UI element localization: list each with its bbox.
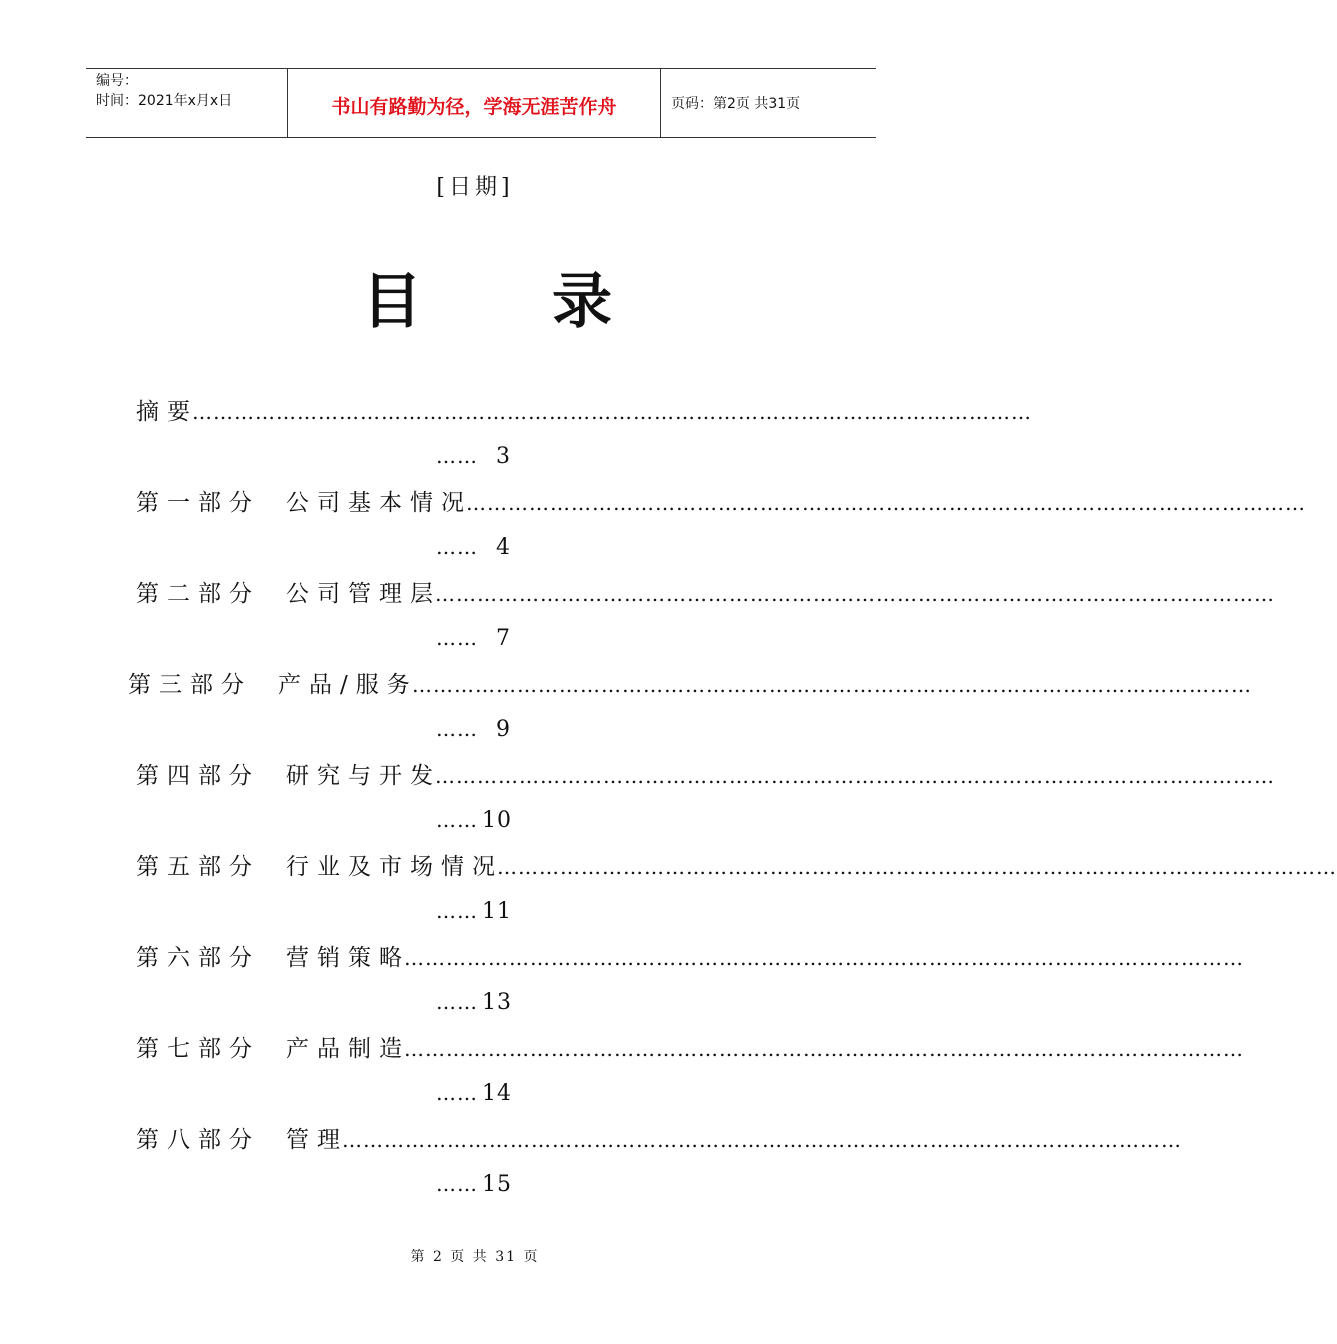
toc-entry-part: 第四部分 bbox=[136, 763, 260, 789]
page-header bbox=[86, 68, 876, 138]
toc-entry-continuation bbox=[436, 987, 512, 1018]
toc-entry-continuation bbox=[436, 896, 512, 927]
toc-entry-page-number: 4 bbox=[496, 535, 511, 560]
document-time-label: 时间：2021年x月x日 bbox=[96, 93, 233, 109]
toc-entry-continuation bbox=[436, 714, 511, 745]
toc-entry-label bbox=[136, 852, 503, 882]
toc-entry-page-number: 9 bbox=[496, 717, 511, 742]
date-placeholder: [日期] bbox=[436, 175, 514, 200]
toc-entry-title: 公司管理层 bbox=[286, 581, 441, 607]
toc-entry-title: 公司基本情况 bbox=[286, 490, 472, 516]
toc-entry-part: 第七部分 bbox=[136, 1036, 260, 1062]
toc-title-char: 录 bbox=[552, 267, 612, 337]
toc-entry-leader: ………………………………………………………………………………………………………… bbox=[404, 946, 1244, 970]
toc-entry-page-number: 7 bbox=[496, 626, 511, 651]
toc-entry-leader: ………………………………………………………………………………………………………… bbox=[412, 673, 1252, 697]
toc-entry[interactable] bbox=[0, 1034, 1244, 1114]
toc-entry-title: 产品制造 bbox=[286, 1036, 410, 1062]
toc-entry-part: 第三部分 bbox=[128, 672, 252, 698]
header-motto: 书山有路勤为径，学海无涯苦作舟 bbox=[288, 69, 661, 137]
toc-entry-continuation bbox=[436, 441, 511, 472]
toc-title-char: 目 bbox=[362, 267, 422, 337]
toc-entry-continuation bbox=[436, 1169, 512, 1200]
toc-entry-page-number: 11 bbox=[482, 899, 512, 924]
toc-entry[interactable] bbox=[0, 852, 1337, 932]
header-meta bbox=[86, 69, 288, 137]
toc-entry-title: 研究与开发 bbox=[286, 763, 441, 789]
toc-entry-leader-cont: …… bbox=[436, 444, 478, 468]
toc-entry-continuation bbox=[436, 1078, 512, 1109]
toc-title bbox=[362, 254, 612, 340]
toc-entry-part: 第八部分 bbox=[136, 1127, 260, 1153]
toc-entry-part: 第六部分 bbox=[136, 945, 260, 971]
toc-entry-page-number: 10 bbox=[482, 808, 512, 833]
toc-entry-part: 第一部分 bbox=[136, 490, 260, 516]
toc-entry-leader: ………………………………………………………………………………………………………… bbox=[192, 400, 1032, 424]
toc-entry-leader: ………………………………………………………………………………………………………… bbox=[435, 764, 1275, 788]
toc-entry-page-number: 14 bbox=[482, 1081, 512, 1106]
toc-entry-leader: ………………………………………………………………………………………………………… bbox=[342, 1128, 1182, 1152]
toc-entry-leader: ………………………………………………………………………………………………………… bbox=[497, 855, 1337, 879]
toc-entry-label bbox=[136, 1125, 348, 1155]
toc-entry[interactable] bbox=[0, 579, 1275, 659]
toc-entry-leader-cont: …… bbox=[436, 1081, 478, 1105]
toc-entry-leader: ………………………………………………………………………………………………………… bbox=[435, 582, 1275, 606]
page-footer: 第 2 页 共 31 页 bbox=[410, 1249, 540, 1265]
toc-entry-continuation bbox=[436, 805, 512, 836]
toc-entry[interactable] bbox=[0, 943, 1244, 1023]
toc-entry-leader-cont: …… bbox=[436, 808, 478, 832]
toc-entry-leader-cont: …… bbox=[436, 535, 478, 559]
toc-entry-continuation bbox=[436, 623, 511, 654]
toc-entry-label bbox=[136, 579, 441, 609]
toc-entry-label bbox=[136, 397, 198, 427]
toc-entry-label bbox=[128, 670, 418, 700]
toc-entry-label bbox=[136, 761, 441, 791]
toc-entry[interactable] bbox=[0, 670, 1252, 750]
toc-entry-title: 管理 bbox=[286, 1127, 348, 1153]
toc-entry[interactable] bbox=[0, 1125, 1182, 1205]
toc-entry[interactable] bbox=[0, 488, 1306, 568]
toc-entry-leader-cont: …… bbox=[436, 990, 478, 1014]
toc-entry-part: 摘要 bbox=[136, 399, 198, 425]
toc-entry-title: 产品/服务 bbox=[278, 672, 418, 698]
header-page-info: 页码：第2页 共31页 bbox=[671, 96, 801, 112]
toc-entry-page-number: 3 bbox=[496, 444, 511, 469]
toc-entry-leader: ………………………………………………………………………………………………………… bbox=[466, 491, 1306, 515]
toc-entry-label bbox=[136, 1034, 410, 1064]
toc-entry-title: 营销策略 bbox=[286, 945, 410, 971]
toc-entry-leader-cont: …… bbox=[436, 626, 478, 650]
toc-entry-title: 行业及市场情况 bbox=[286, 854, 503, 880]
toc-entry-continuation bbox=[436, 532, 511, 563]
toc-entry-part: 第二部分 bbox=[136, 581, 260, 607]
toc-entry-page-number: 15 bbox=[482, 1172, 512, 1197]
toc-entry-label bbox=[136, 488, 472, 518]
toc-entry-leader-cont: …… bbox=[436, 717, 478, 741]
toc-entry-part: 第五部分 bbox=[136, 854, 260, 880]
toc-entry[interactable] bbox=[0, 761, 1275, 841]
toc-entry[interactable] bbox=[0, 397, 1032, 477]
document-number-label: 编号： bbox=[96, 73, 138, 89]
toc-entry-page-number: 13 bbox=[482, 990, 512, 1015]
toc-entry-leader-cont: …… bbox=[436, 1172, 478, 1196]
toc-entry-leader: ………………………………………………………………………………………………………… bbox=[404, 1037, 1244, 1061]
toc-entry-leader-cont: …… bbox=[436, 899, 478, 923]
toc-entry-label bbox=[136, 943, 410, 973]
